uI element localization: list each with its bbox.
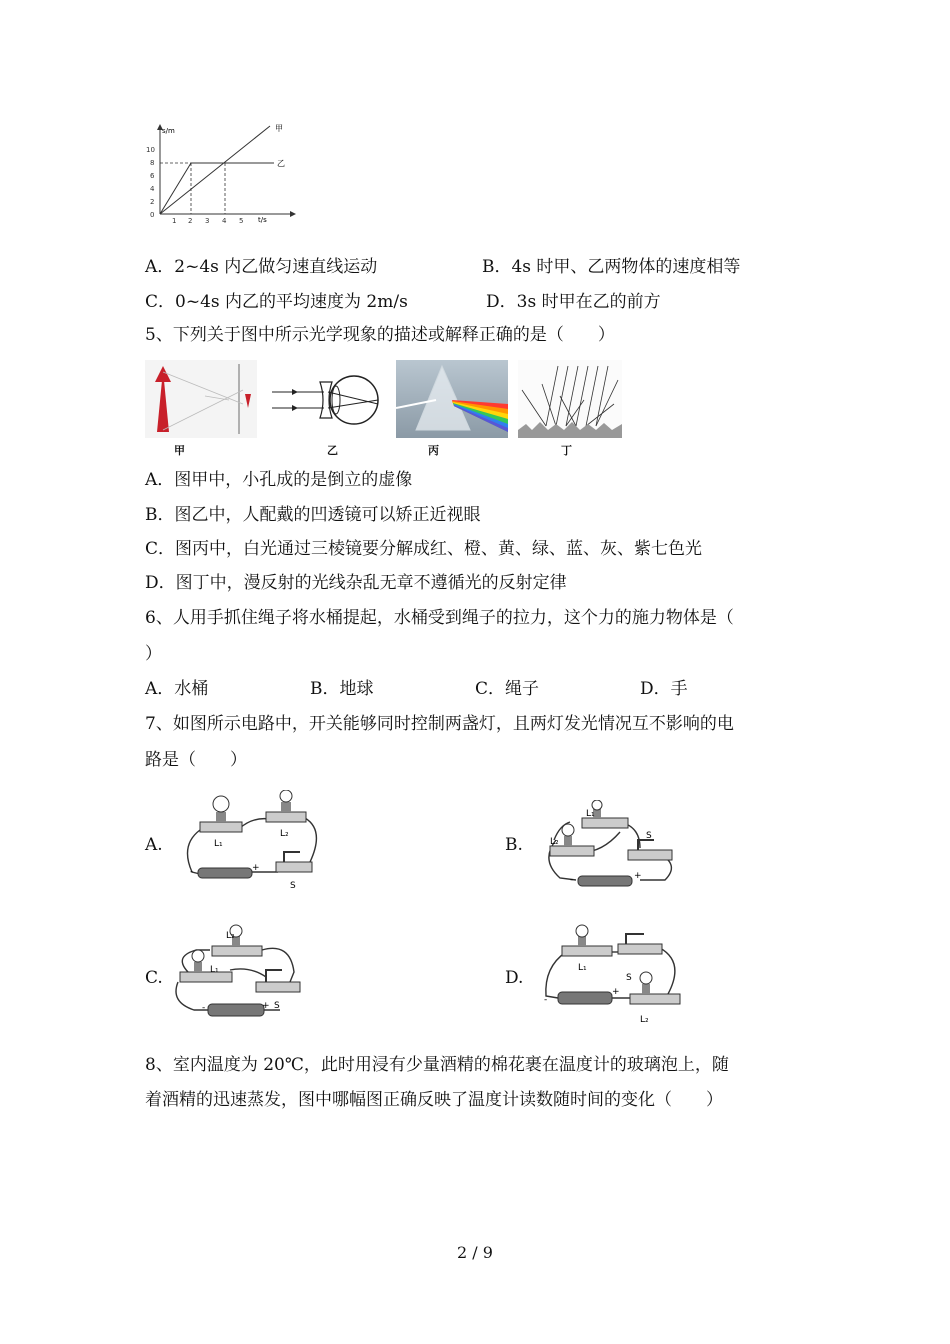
x-tick: 5 bbox=[239, 217, 244, 225]
line-yi bbox=[160, 163, 191, 214]
y-tick: 4 bbox=[150, 185, 155, 193]
circuit-c bbox=[170, 922, 320, 1022]
fig-label-yi: 乙 bbox=[327, 444, 338, 457]
label-l2: L₂ bbox=[226, 931, 235, 941]
label-yi: 乙 bbox=[277, 159, 285, 168]
circuit-b bbox=[540, 800, 685, 895]
q5-option-c: C．图丙中，白光通过三棱镜要分解成红、橙、黄、绿、蓝、灰、紫七色光 bbox=[145, 539, 703, 559]
q4-option-d: D．3s 时甲在乙的前方 bbox=[486, 292, 661, 312]
q6-stem: 6、人用手抓住绳子将水桶提起，水桶受到绳子的拉力，这个力的施力物体是（ bbox=[145, 608, 734, 628]
label-l2: L₂ bbox=[280, 829, 289, 839]
x-tick: 2 bbox=[188, 217, 193, 225]
q7-option-a: A. bbox=[145, 835, 163, 855]
x-tick: 1 bbox=[172, 217, 177, 225]
label-l2: L₂ bbox=[550, 837, 559, 847]
q8-stem: 8、室内温度为 20℃，此时用浸有少量酒精的棉花裹在温度计的玻璃泡上，随 bbox=[145, 1055, 729, 1075]
label-plus: + bbox=[252, 863, 260, 873]
q4-option-b: B．4s 时甲、乙两物体的速度相等 bbox=[482, 257, 741, 277]
label-l1: L₁ bbox=[214, 839, 223, 849]
label-plus: + bbox=[262, 1001, 270, 1011]
label-plus: + bbox=[634, 871, 642, 881]
label-l1: L₁ bbox=[586, 809, 595, 819]
q6-option-c: C．绳子 bbox=[475, 679, 540, 699]
page-number: 2 / 9 bbox=[457, 1243, 493, 1262]
q5-option-d: D．图丁中，漫反射的光线杂乱无章不遵循光的反射定律 bbox=[145, 573, 567, 593]
fig-label-ding: 丁 bbox=[561, 444, 572, 457]
label-jia: 甲 bbox=[275, 124, 283, 133]
q4-option-a: A．2~4s 内乙做匀速直线运动 bbox=[145, 257, 378, 277]
label-minus: - bbox=[190, 867, 194, 877]
label-l1: L₁ bbox=[210, 965, 219, 975]
x-axis-label: t/s bbox=[258, 216, 267, 224]
label-l2: L₂ bbox=[640, 1015, 649, 1025]
q7-stem-cont: 路是（ ） bbox=[145, 750, 247, 770]
y-tick: 8 bbox=[150, 159, 155, 167]
q6-stem-cont: ） bbox=[145, 644, 162, 664]
label-minus: - bbox=[544, 995, 548, 1005]
q7-option-b: B. bbox=[505, 835, 523, 855]
label-s: S bbox=[626, 973, 632, 983]
eye-figure bbox=[268, 360, 386, 438]
q6-option-b: B．地球 bbox=[310, 679, 374, 699]
circuit-d bbox=[540, 922, 685, 1030]
q5-option-a: A．图甲中，小孔成的是倒立的虚像 bbox=[145, 470, 413, 490]
label-s: S bbox=[646, 831, 652, 841]
y-tick: 10 bbox=[146, 146, 155, 154]
y-tick: 2 bbox=[150, 198, 155, 206]
diffuse-figure bbox=[518, 360, 622, 438]
q4-option-c: C．0~4s 内乙的平均速度为 2m/s bbox=[145, 292, 408, 312]
y-axis-label: s/m bbox=[162, 127, 175, 135]
q8-stem-cont: 着酒精的迅速蒸发，图中哪幅图正确反映了温度计读数随时间的变化（ ） bbox=[145, 1090, 723, 1110]
fig-label-jia: 甲 bbox=[174, 444, 185, 457]
circuit-a bbox=[180, 790, 325, 895]
prism-figure bbox=[396, 360, 508, 438]
label-s: S bbox=[274, 1001, 280, 1011]
label-l1: L₁ bbox=[578, 963, 587, 973]
q6-option-a: A．水桶 bbox=[145, 679, 209, 699]
pinhole-figure bbox=[145, 360, 257, 438]
x-tick: 4 bbox=[222, 217, 227, 225]
q7-option-c: C. bbox=[145, 968, 163, 988]
q7-stem: 7、如图所示电路中，开关能够同时控制两盏灯，且两灯发光情况互不影响的电 bbox=[145, 714, 734, 734]
label-minus: - bbox=[570, 875, 574, 885]
label-s: S bbox=[290, 881, 296, 891]
q5-option-b: B．图乙中，人配戴的凹透镜可以矫正近视眼 bbox=[145, 505, 481, 525]
y-tick: 6 bbox=[150, 172, 155, 180]
x-tick: 3 bbox=[205, 217, 210, 225]
line-jia bbox=[160, 126, 270, 214]
st-graph bbox=[140, 118, 300, 230]
label-plus: + bbox=[612, 987, 620, 997]
q6-option-d: D．手 bbox=[640, 679, 688, 699]
label-minus: - bbox=[202, 1003, 206, 1013]
y-tick: 0 bbox=[150, 211, 155, 219]
fig-label-bing: 丙 bbox=[428, 444, 439, 457]
q5-stem: 5、下列关于图中所示光学现象的描述或解释正确的是（ ） bbox=[145, 325, 615, 345]
q7-option-d: D. bbox=[505, 968, 524, 988]
